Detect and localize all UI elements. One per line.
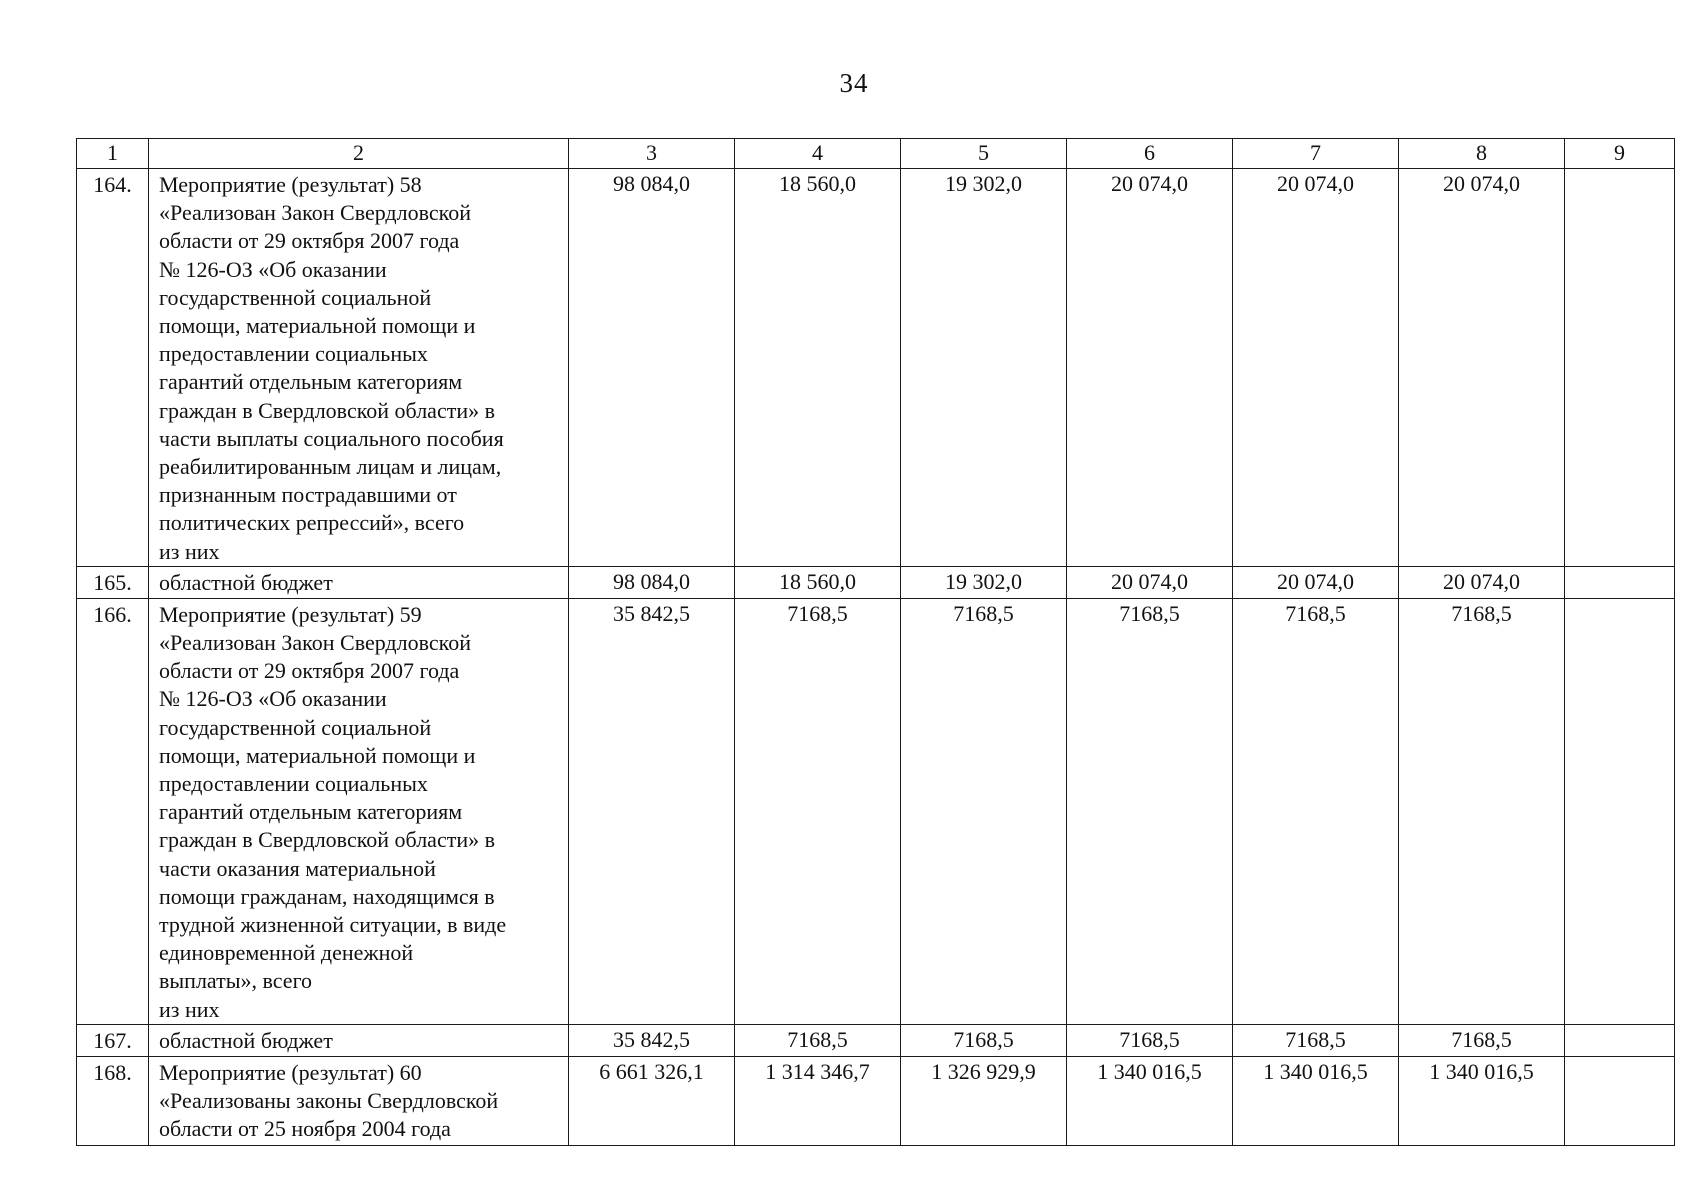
value-cell: 1 340 016,5 bbox=[1067, 1056, 1233, 1145]
row-number: 168. bbox=[77, 1056, 149, 1145]
value-cell: 7168,5 bbox=[1233, 1024, 1399, 1056]
row-number: 167. bbox=[77, 1024, 149, 1056]
header-cell-8: 8 bbox=[1399, 139, 1565, 169]
table-row bbox=[77, 1056, 1675, 1145]
value-cell: 1 314 346,7 bbox=[735, 1056, 901, 1145]
value-cell: 20 074,0 bbox=[1399, 566, 1565, 598]
value-cell: 7168,5 bbox=[901, 1024, 1067, 1056]
row-number: 165. bbox=[77, 566, 149, 598]
table-row bbox=[77, 566, 1675, 598]
value-cell: 98 084,0 bbox=[569, 566, 735, 598]
value-cell: 1 340 016,5 bbox=[1399, 1056, 1565, 1145]
value-cell bbox=[1565, 1056, 1675, 1145]
header-cell-7: 7 bbox=[1233, 139, 1399, 169]
value-cell: 7168,5 bbox=[1399, 598, 1565, 1024]
value-cell: 6 661 326,1 bbox=[569, 1056, 735, 1145]
value-cell: 19 302,0 bbox=[901, 169, 1067, 567]
page-number: 34 bbox=[839, 68, 869, 98]
value-cell: 1 340 016,5 bbox=[1233, 1056, 1399, 1145]
table-row bbox=[77, 1024, 1675, 1056]
row-description: Мероприятие (результат) 59 «Реализован Закон Свердловской области от 29 октября 2007 года № 126-ОЗ «Об оказании государственной социальной помощи, материальной помощи и предоставлении социальных гарантий отдельным категориям граждан в Свердловской области» в части оказания материальной помощи гражданам, находящимся в трудной жизненной ситуации, в виде единовременной денежной выплаты», всего из них bbox=[149, 598, 569, 1024]
row-description: областной бюджет bbox=[149, 1024, 569, 1056]
row-description: Мероприятие (результат) 58 «Реализован Закон Свердловской области от 29 октября 2007 года № 126-ОЗ «Об оказании государственной социальной помощи, материальной помощи и предоставлении социальных гарантий отдельным категориям граждан в Свердловской области» в части выплаты социального пособия реабилитированным лицам и лицам, признанным пострадавшими от политических репрессий», всего из них bbox=[149, 169, 569, 567]
value-cell: 35 842,5 bbox=[569, 1024, 735, 1056]
header-cell-5: 5 bbox=[901, 139, 1067, 169]
value-cell: 18 560,0 bbox=[735, 566, 901, 598]
value-cell: 20 074,0 bbox=[1067, 169, 1233, 567]
header-cell-2: 2 bbox=[149, 139, 569, 169]
value-cell: 7168,5 bbox=[1067, 1024, 1233, 1056]
table-row bbox=[77, 598, 1675, 1024]
value-cell: 20 074,0 bbox=[1067, 566, 1233, 598]
row-number: 166. bbox=[77, 598, 149, 1024]
value-cell: 7168,5 bbox=[1399, 1024, 1565, 1056]
value-cell bbox=[1565, 169, 1675, 567]
value-cell bbox=[1565, 598, 1675, 1024]
value-cell: 1 326 929,9 bbox=[901, 1056, 1067, 1145]
value-cell: 7168,5 bbox=[1067, 598, 1233, 1024]
header-cell-1: 1 bbox=[77, 139, 149, 169]
value-cell: 20 074,0 bbox=[1233, 169, 1399, 567]
header-cell-3: 3 bbox=[569, 139, 735, 169]
header-cell-6: 6 bbox=[1067, 139, 1233, 169]
value-cell: 19 302,0 bbox=[901, 566, 1067, 598]
value-cell: 20 074,0 bbox=[1233, 566, 1399, 598]
value-cell: 18 560,0 bbox=[735, 169, 901, 567]
value-cell bbox=[1565, 1024, 1675, 1056]
value-cell: 20 074,0 bbox=[1399, 169, 1565, 567]
header-cell-9: 9 bbox=[1565, 139, 1675, 169]
value-cell: 7168,5 bbox=[901, 598, 1067, 1024]
value-cell: 98 084,0 bbox=[569, 169, 735, 567]
header-row bbox=[77, 139, 1675, 169]
header-cell-4: 4 bbox=[735, 139, 901, 169]
value-cell bbox=[1565, 566, 1675, 598]
data-table bbox=[76, 138, 1675, 1146]
row-description: областной бюджет bbox=[149, 566, 569, 598]
value-cell: 7168,5 bbox=[735, 598, 901, 1024]
row-number: 164. bbox=[77, 169, 149, 567]
row-description: Мероприятие (результат) 60 «Реализованы законы Свердловской области от 25 ноября 2004 года bbox=[149, 1056, 569, 1145]
value-cell: 35 842,5 bbox=[569, 598, 735, 1024]
table-row bbox=[77, 169, 1675, 567]
value-cell: 7168,5 bbox=[1233, 598, 1399, 1024]
value-cell: 7168,5 bbox=[735, 1024, 901, 1056]
